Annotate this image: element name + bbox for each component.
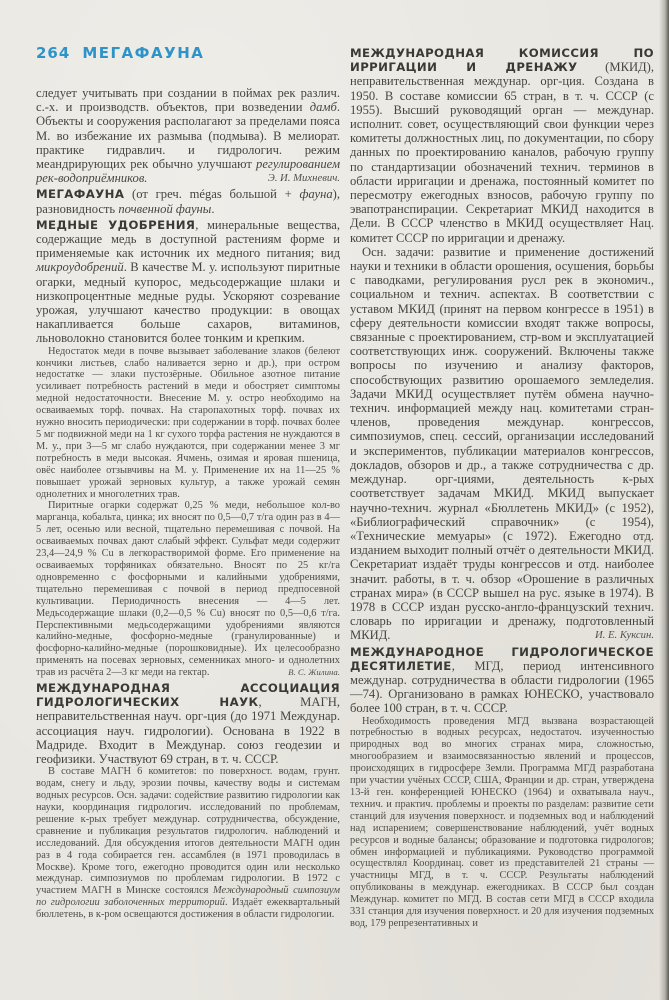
text-run: Недостаток меди в почве вызывает заболевание злаков (белеют кончики листьев, слабо наливается зерно и др.), при остром недостатке — злаки пустозёрные. Обильное азотное питание усиливает потребность растений в меди и обостряет симптомы медной недостаточности. Внесение М. у. остро необходимо на осваиваемых торф. почвах. На старопахотных торф. почвах их нужно вносить периодически: при содержании в торф. почвах более 5 мг подвижной меди на 1 кг сухого торфа растения не нуждаются в М. у., при 3—5 мг слабо нуждаются, при содержании менее 3 мг потребность в меди высокая. Ячмень, озимая и яровая пшеница, овёс наиболее отзывчивы на М. у. Применение их на 11—25 % повышает урожай зерновых культур, а также урожай семян однолетних и многолетних трав. (36, 345, 340, 500)
entry-headword: МЕЖДУНАРОДНАЯ КОМИССИЯ ПО ИРРИГАЦИИ И ДРЕНАЖУ (350, 46, 654, 75)
paragraph-mkid-tasks (350, 245, 654, 643)
text-run: следует учитывать при создании в поймах рек различ. с.-х. и производств. объектов, при возведении (36, 86, 340, 115)
entry-mgd (350, 645, 654, 716)
entry-magn (36, 681, 340, 766)
entry-headword: МЕЖДУНАРОДНАЯ АССОЦИАЦИЯ ГИДРОЛОГИЧЕСКИХ НАУК (36, 681, 340, 710)
text-run: Необходимость проведения МГД вызвана возрастающей потребностью в водных ресурсах, недостаточ. изученностью природных вод во многих странах мира, сложностью, многообразием и взаимосвязанностью явлений и процессов, происходящих в гидросфере Земли. Программа МГД разработана при участии учёных СССР, США, Франции и др. стран, утверждена 13-й ген. конференцией ЮНЕСКО (1964) и охватывала науч., технич. и практич. проблемы и проекты по разделам: развитие сети станций для изучения поверхност. и подземных вод и наблюдений над испарением; совершенствование наблюдений, учёт водных ресурсов и водные балансы; образование и подготовка гидрологов; обмен информацией и публикациями. Руководство программой осуществлял Координац. совет из представителей 21 страны — участницы МГД, в т. ч. СССР. Результаты наблюдений опубликованы в междунар. ежегодниках. В СССР был создан Междунар. комитет по МГД. В состав сети МГД в СССР входила 331 станция для изучения поверхност. и 20 для изучения подземных вод, 179 репрезентативных и (350, 715, 654, 929)
left-column (36, 86, 340, 921)
text-run: . Объекты и сооружения располагают за пределами пояса М. во избежание их размыва (подмыва). В мелиорат. практике гидравлич. и гидрологич. режим меандрирующих рек обычно улучшают (36, 100, 340, 172)
text-run: , МГД, период интенсивного междунар. сотрудничества в области гидрологии (1965—74). Организовано в рамках ЮНЕСКО, участвовало более 100 стран, в т. ч. СССР. (350, 658, 654, 716)
text-run: Пиритные огарки содержат 0,25 % меди, небольшое кол-во марганца, кобальта, цинка; их вносят по 0,5—0,7 т/га один раз в 4—5 лет, осенью или весной, тщательно перемешивая с почвой. На осваиваемых почвах дают слабый эффект. Сульфат меди содержит 23,4—24,9 % Cu в легкорастворимой форме. Его применение на осваиваемых торфяниках обязательно. Вносят по 25 кг/га одновременно с фосфорными и калийными удобрениями, тщательно перемешивая с почвой в период предпосевной культивации. Периодичность внесения — 4—5 лет. Медьсодержащие шлаки (0,2—0,5 % Cu) вносят по 0,5—0,6 т/га. Перспективными медьсодержащими удобрениями являются калийно-медные, фосфорно-медные (гранулированные) и фосфорно-калийно-медные (порошковидные). Их целесообразно применять на посевах зерновых, семенниках много- и однолетних трав из расчёта 2—3 кг меди на гектар. (36, 500, 340, 679)
text-run: (от греч. mégas большой + (124, 187, 300, 202)
italic-text-run: дамб (309, 100, 337, 115)
text-run: . Издаёт ежеквартальный бюллетень, в к-ром освещаются достижения в области гидрологии. (36, 897, 340, 921)
text-run: В составе МАГН 6 комитетов: по поверхност. водам, грунт. водам, снегу и льду, эрозии почвы, качеству воды и системам водных ресурсов. Осн. задачи: содействие развитию гидрологии как науки, координация гидрологич. исследований по проблемам, решение к-рых требует междунар. сотрудничества, обсуждение, сравнение и публикация результатов гидрологич. наблюдений и исследований. Для обсуждения итогов деятельности МАГН один раз в 4 года собирается ген. ассамблея (в 1971 проводилась в Москве). Кроме того, ежегодно проводится один или несколько междунар. симпозиумов по проблемам гидрологии. В 1972 с участием МАГН в Минске состоялся (36, 766, 340, 897)
fine-print-copper-deficiency (36, 346, 340, 501)
text-run: . В качестве М. у. используют пиритные огарки, медный купорос, медьсодержащие шлаки и низкопроцентные медные руды. Ускоряют созревание урожая, улучшают качество продукции: в овощах накапливается больше сахаров, витаминов, льноволокно становится более тонким и крепким. (36, 260, 340, 346)
running-title: МЕГАФАУНА (82, 44, 205, 62)
author-signature: В. С. Жилина. (288, 667, 340, 678)
fine-print-pyrite-cinders (36, 500, 340, 679)
italic-text-run: фауна (299, 187, 333, 202)
text-run: (МКИД), неправительственная междунар. орг-ция. Создана в 1950. В составе комиссии 65 стран, в т. ч. СССР (с 1955). Высший руководящий орган — междунар. исполнит. совет, осуществляющий свои функции через комитеты должностных лиц, по документации, по сбору данных по проектированию каналов, рабочую группу по стандартизации обозначений технич. терминов в области ирригации и дренажа, постоянный комитет по пересмотру ежегодных взносов, рабочую группу по эвапотранспирации. Секретариат МКИД находится в Дели. В СССР членство в МКИД осуществляет Нац. комитет СССР по ирригации и дренажу. (350, 60, 654, 245)
italic-text-run: почвенной фауны (118, 201, 212, 216)
text-run: , минеральные вещества, содержащие медь в доступной растениям форме и применяемые как источник их медного питания; вид (36, 217, 340, 261)
entry-megafauna (36, 187, 340, 215)
italic-text-run: Международный симпозиум по гидрологии заболоченных территорий (36, 885, 341, 909)
running-head (36, 44, 204, 62)
right-column (350, 44, 654, 930)
text-run: , МАГН, неправительственная науч. орг-ция (до 1971 Междунар. ассоциация науч. гидрологии). Основана в 1922 в Мадриде. Входит в Междунар. союз геодезии и геофизики. Участвуют 69 стран, в т. ч. СССР. (36, 695, 340, 767)
italic-text-run: микроудобрений (36, 260, 124, 275)
entry-mkid (350, 46, 654, 245)
continuation-paragraph (36, 86, 340, 185)
entry-headword: МЕЖДУНАРОДНОЕ ГИДРОЛОГИЧЕСКОЕ ДЕСЯТИЛЕТИЕ (350, 644, 654, 673)
fine-print-magn-committees (36, 766, 340, 921)
author-signature: И. Е. Куксин. (594, 629, 654, 642)
entry-mednye-udobreniya (36, 218, 340, 346)
italic-text-run: регулированием рек-водоприёмников. (36, 157, 340, 186)
author-signature: Э. И. Михневич. (267, 172, 340, 185)
text-run: . (211, 201, 215, 216)
entry-headword: МЕГАФАУНА (36, 187, 125, 202)
entry-headword: МЕДНЫЕ УДОБРЕНИЯ (36, 217, 196, 232)
page-edge-shadow (659, 0, 669, 1000)
fine-print-mgd-program (350, 716, 654, 930)
page-number: 264 (36, 44, 71, 62)
text-run: Осн. задачи: развитие и применение достижений науки и техники в области орошения, осушения, борьбы с паводками, регулирования русл рек в экономич., социальном и технич. аспектах. В соответствии с уставом МКИД (принят на первом конгрессе в 1951) в сферу деятельности комиссии входят также вопросы, связанные с проектированием, стр-вом и эксплуатацией соответствующих инж. сооружений. Включены также вопросы по изучению и анализу факторов, способствующих развитию орошаемого земледелия. Задачи МКИД осуществляет путём обмена научно-технич. информацией между нац. комитетами стран-членов, проведения междунар. конгрессов, симпозиумов, спец. сессий, организации исследований и экспериментов, публикации материалов конгрессов, докладов, обзоров и др., а также сотрудничества с др. междунар. орг-циями, деятельность к-рых соответствует задачам МКИД. МКИД выпускает научно-технич. журнал «Бюллетень МКИД» (с 1952), «Библиографический справочник» (с 1954), «Технические мемуары» (с 1972). Ежегодно отд. изданием выходит полный отчёт о деятельности МКИД. Секретариат издаёт труды конгрессов и отд. наиболее значит. работы, в т. ч. обзор «Орошение в различных странах мира» (в СССР вышел на рус. языке в 1974). В 1978 в СССР издан русско-англо-французский технич. словарь по ирригации и дренажу, подготовленный МКИД. (350, 244, 654, 643)
text-run: ), разновидность (36, 187, 340, 216)
